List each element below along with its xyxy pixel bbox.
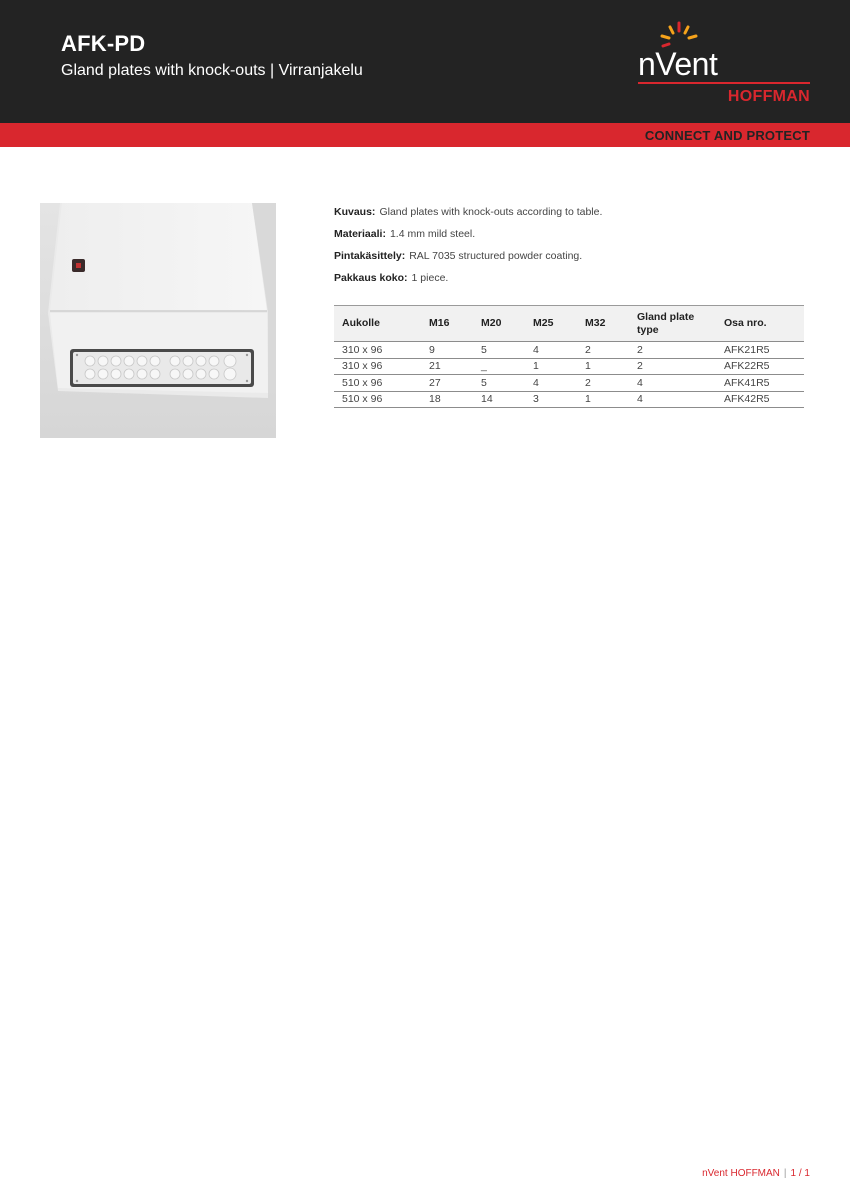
table-cell: AFK42R5 bbox=[716, 391, 804, 408]
page-header bbox=[0, 0, 850, 123]
table-cell: 5 bbox=[473, 375, 525, 392]
spec-value: 1 piece. bbox=[411, 272, 449, 284]
logo-underline bbox=[638, 82, 810, 84]
spec-value: RAL 7035 structured powder coating. bbox=[409, 250, 583, 262]
spec-label: Kuvaus: bbox=[334, 206, 376, 218]
table-cell: 2 bbox=[629, 342, 716, 359]
table-row bbox=[334, 375, 804, 392]
table-row bbox=[334, 391, 804, 408]
table-row bbox=[334, 358, 804, 375]
table-row bbox=[334, 342, 804, 359]
table-cell: 510 x 96 bbox=[334, 391, 421, 408]
product-title: AFK-PD bbox=[61, 31, 146, 56]
table-cell: 4 bbox=[629, 375, 716, 392]
footer-brand: nVent HOFFMAN bbox=[702, 1168, 780, 1179]
logo-wordmark: nVent bbox=[638, 46, 718, 82]
product-subtitle: Gland plates with knock-outs | Virranjakelu bbox=[61, 62, 363, 79]
table-cell: 2 bbox=[629, 358, 716, 375]
page-footer bbox=[702, 1168, 810, 1179]
col-header: M16 bbox=[429, 317, 450, 329]
col-header: Gland plate type bbox=[637, 310, 695, 336]
footer-separator: | bbox=[783, 1168, 787, 1179]
table-cell: AFK21R5 bbox=[716, 342, 804, 359]
col-header: Aukolle bbox=[342, 317, 380, 329]
table-cell: 1 bbox=[577, 358, 629, 375]
spec-value: Gland plates with knock-outs according to table. bbox=[379, 206, 603, 218]
table-cell: 310 x 96 bbox=[334, 342, 421, 359]
table-cell: 5 bbox=[473, 342, 525, 359]
table-cell: 18 bbox=[421, 391, 473, 408]
table-cell: 3 bbox=[525, 391, 577, 408]
spec-label: Pintakäsittely: bbox=[334, 250, 406, 262]
nvent-hoffman-logo bbox=[630, 20, 815, 110]
product-photo bbox=[40, 203, 276, 438]
table-cell: 1 bbox=[577, 391, 629, 408]
table-cell: 1 bbox=[525, 358, 577, 375]
table-cell: 9 bbox=[421, 342, 473, 359]
spec-value: 1.4 mm mild steel. bbox=[389, 228, 476, 240]
spec-finish bbox=[334, 249, 804, 271]
table-cell: AFK41R5 bbox=[716, 375, 804, 392]
tagline-bar bbox=[0, 123, 850, 147]
logo-brand: HOFFMAN bbox=[727, 88, 810, 105]
table-cell: 2 bbox=[577, 342, 629, 359]
table-cell: 310 x 96 bbox=[334, 358, 421, 375]
spec-material bbox=[334, 227, 804, 249]
table-cell: AFK22R5 bbox=[716, 358, 804, 375]
spec-description bbox=[334, 205, 804, 227]
col-header: Osa nro. bbox=[724, 317, 767, 329]
spec-label: Materiaali: bbox=[334, 228, 386, 240]
col-header: M20 bbox=[481, 317, 502, 329]
specifications bbox=[334, 205, 804, 293]
table-cell: 510 x 96 bbox=[334, 375, 421, 392]
spec-package bbox=[334, 271, 804, 293]
table-cell: 2 bbox=[577, 375, 629, 392]
table-cell: 14 bbox=[473, 391, 525, 408]
table-cell: 4 bbox=[525, 375, 577, 392]
table-cell: 4 bbox=[525, 342, 577, 359]
table-cell: 21 bbox=[421, 358, 473, 375]
table-cell: 4 bbox=[629, 391, 716, 408]
page-number: 1 / 1 bbox=[790, 1168, 810, 1179]
table-cell: 27 bbox=[421, 375, 473, 392]
tagline: CONNECT AND PROTECT bbox=[644, 128, 810, 143]
spec-label: Pakkaus koko: bbox=[334, 272, 408, 284]
col-header: M25 bbox=[533, 317, 554, 329]
table-cell: _ bbox=[473, 358, 525, 375]
table-header-row bbox=[334, 306, 804, 342]
col-header: M32 bbox=[585, 317, 606, 329]
product-table bbox=[334, 305, 804, 408]
